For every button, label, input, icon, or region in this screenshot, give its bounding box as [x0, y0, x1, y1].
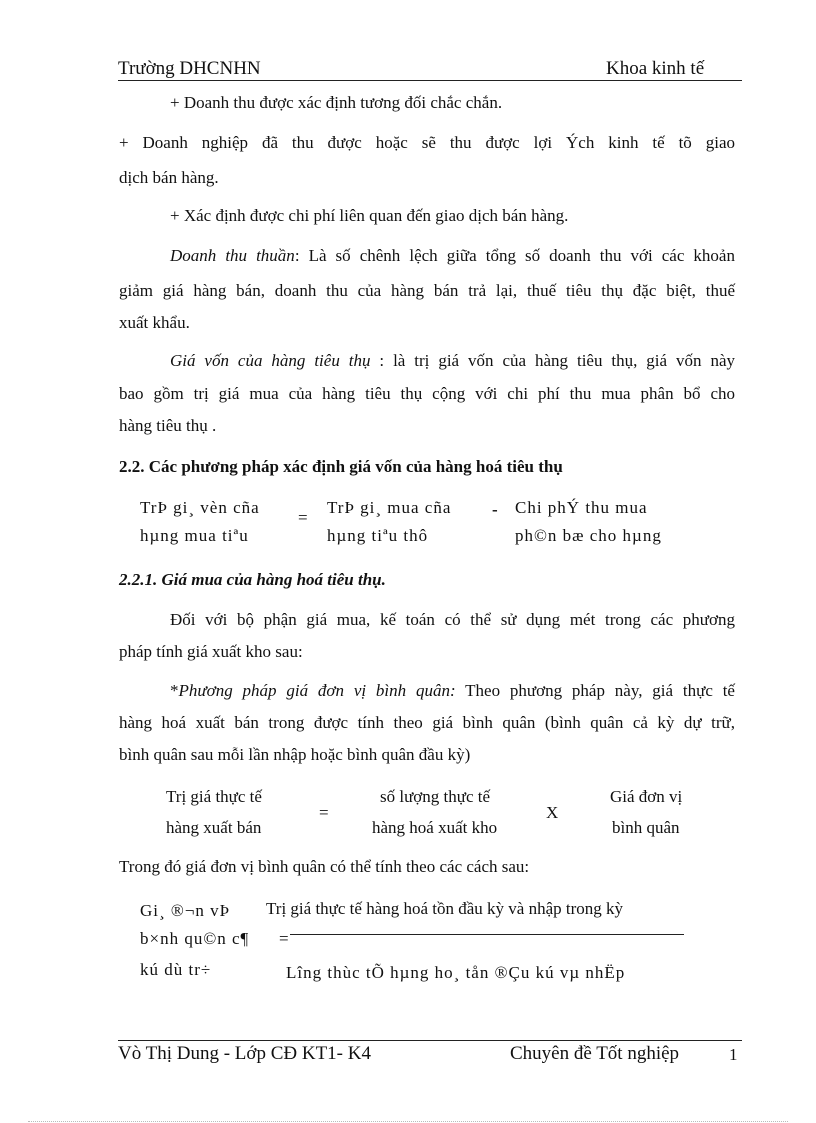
formula1-equals: = — [298, 508, 308, 527]
section-heading-2-2-1: 2.2.1. Giá mua của hàng hoá tiêu thụ. — [119, 570, 386, 589]
formula2-term-b-line2: hàng hoá xuất kho — [372, 818, 498, 837]
cogs-term: Giá vốn của hàng tiêu thụ — [170, 351, 371, 370]
avg-method-star: * — [170, 681, 179, 700]
cogs-def: : là trị giá vốn của hàng tiêu thụ, giá vốn này — [370, 351, 735, 370]
formula3-denominator: Lîng thùc tÕ hµng ho¸ tån ®Çu kú vµ nhËp — [286, 963, 626, 982]
bullet-economic-benefit-line2: dịch bán hàng. — [119, 168, 219, 187]
avg-method-line3: bình quân sau mỗi lần nhập hoặc bình quân đầu kỳ) — [119, 745, 471, 764]
bullet-revenue-certain: + Doanh thu được xác định tương đối chắc chắn. — [170, 93, 503, 112]
formula3-numerator: Trị giá thực tế hàng hoá tồn đầu kỳ và nhập trong kỳ — [266, 899, 624, 918]
formula3-denominator-clip — [286, 960, 706, 982]
net-revenue-line1 — [170, 246, 735, 266]
formula1-term-c-line1: Chi phÝ thu mua — [515, 498, 648, 517]
bullet-costs-determined: + Xác định được chi phí liên quan đến giao dịch bán hàng. — [170, 206, 569, 225]
cogs-line2: bao gồm trị giá mua của hàng tiêu thụ cộng với chi phí thu mua phân bổ cho — [119, 384, 735, 403]
formula3-label-line3: kú dù tr÷ — [140, 960, 212, 979]
formula3-label-line3-clip — [140, 957, 280, 979]
cogs-line3: hàng tiêu thụ . — [119, 416, 217, 435]
formula1-term-a-line2: hµng mua tiªu — [140, 526, 249, 545]
purchase-price-line2: pháp tính giá xuất kho sau: — [119, 642, 303, 661]
formula3-label-line2: b×nh qu©n c¶ — [140, 929, 250, 948]
header-faculty: Khoa kinh tế — [606, 58, 705, 79]
footer-rule — [118, 1040, 742, 1041]
formula2-equals: = — [319, 803, 329, 822]
section-heading-2-2: 2.2. Các phương pháp xác định giá vốn của hàng hoá tiêu thụ — [119, 457, 563, 476]
net-revenue-term: Doanh thu thuần — [170, 246, 295, 265]
avg-price-intro: Trong đó giá đơn vị bình quân có thể tính theo các cách sau: — [119, 857, 530, 876]
bullet-economic-benefit-line1: + Doanh nghiệp đã thu được hoặc sẽ thu được lợi Ých kinh tế tõ giao — [119, 133, 735, 152]
footer-title: Chuyên đề Tốt nghiệp — [510, 1043, 680, 1064]
page-number: 1 — [729, 1045, 738, 1064]
formula1-term-c-line2: ph©n bæ cho hµng — [515, 526, 662, 545]
header-school: Trường DHCNHN — [118, 58, 261, 79]
net-revenue-def: : Là số chênh lệch giữa tổng số doanh thu với các khoản — [294, 246, 735, 265]
formula2-term-a-line2: hàng xuất bán — [166, 818, 262, 837]
net-revenue-line3: xuất khẩu. — [119, 313, 190, 332]
formula1-minus: - — [492, 500, 498, 519]
formula1-term-b-line1: TrÞ gi¸ mua cña — [327, 498, 452, 517]
avg-method-line1 — [170, 681, 735, 701]
avg-method-line2: hàng hoá xuất bán trong được tính theo giá bình quân (bình quân cả kỳ dự trữ, — [119, 713, 735, 732]
formula3-equals: = — [279, 929, 289, 948]
avg-method-term: Phương pháp giá đơn vị bình quân: — [178, 681, 456, 700]
formula2-term-c-line2: bình quân — [612, 818, 680, 837]
formula3-label-line1: Gi¸ ®¬n vÞ — [140, 901, 231, 920]
avg-method-def: Theo phương pháp này, giá thực tế — [455, 681, 735, 700]
formula2-term-b-line1: số lượng thực tế — [380, 787, 491, 806]
formula1-term-a-line1: TrÞ gi¸ vèn cña — [140, 498, 260, 517]
formula1-term-b-line2: hµng tiªu thô — [327, 526, 429, 545]
formula3-fraction-bar — [290, 934, 684, 935]
footer-author: Vò Thị Dung - Lớp CĐ KT1- K4 — [118, 1043, 371, 1064]
cogs-line1 — [170, 351, 735, 371]
formula2-term-c-line1: Giá đơn vị — [610, 787, 683, 806]
net-revenue-line2: giảm giá hàng bán, doanh thu của hàng bán trả lại, thuế tiêu thụ đặc biệt, thuế — [119, 281, 735, 300]
page-bottom-edge — [28, 1121, 788, 1122]
purchase-price-line1: Đối với bộ phận giá mua, kế toán có thể sử dụng mét trong các phương — [170, 610, 735, 629]
formula2-term-a-line1: Trị giá thực tế — [166, 787, 262, 806]
header-rule — [118, 80, 742, 81]
formula2-times: X — [546, 803, 559, 822]
